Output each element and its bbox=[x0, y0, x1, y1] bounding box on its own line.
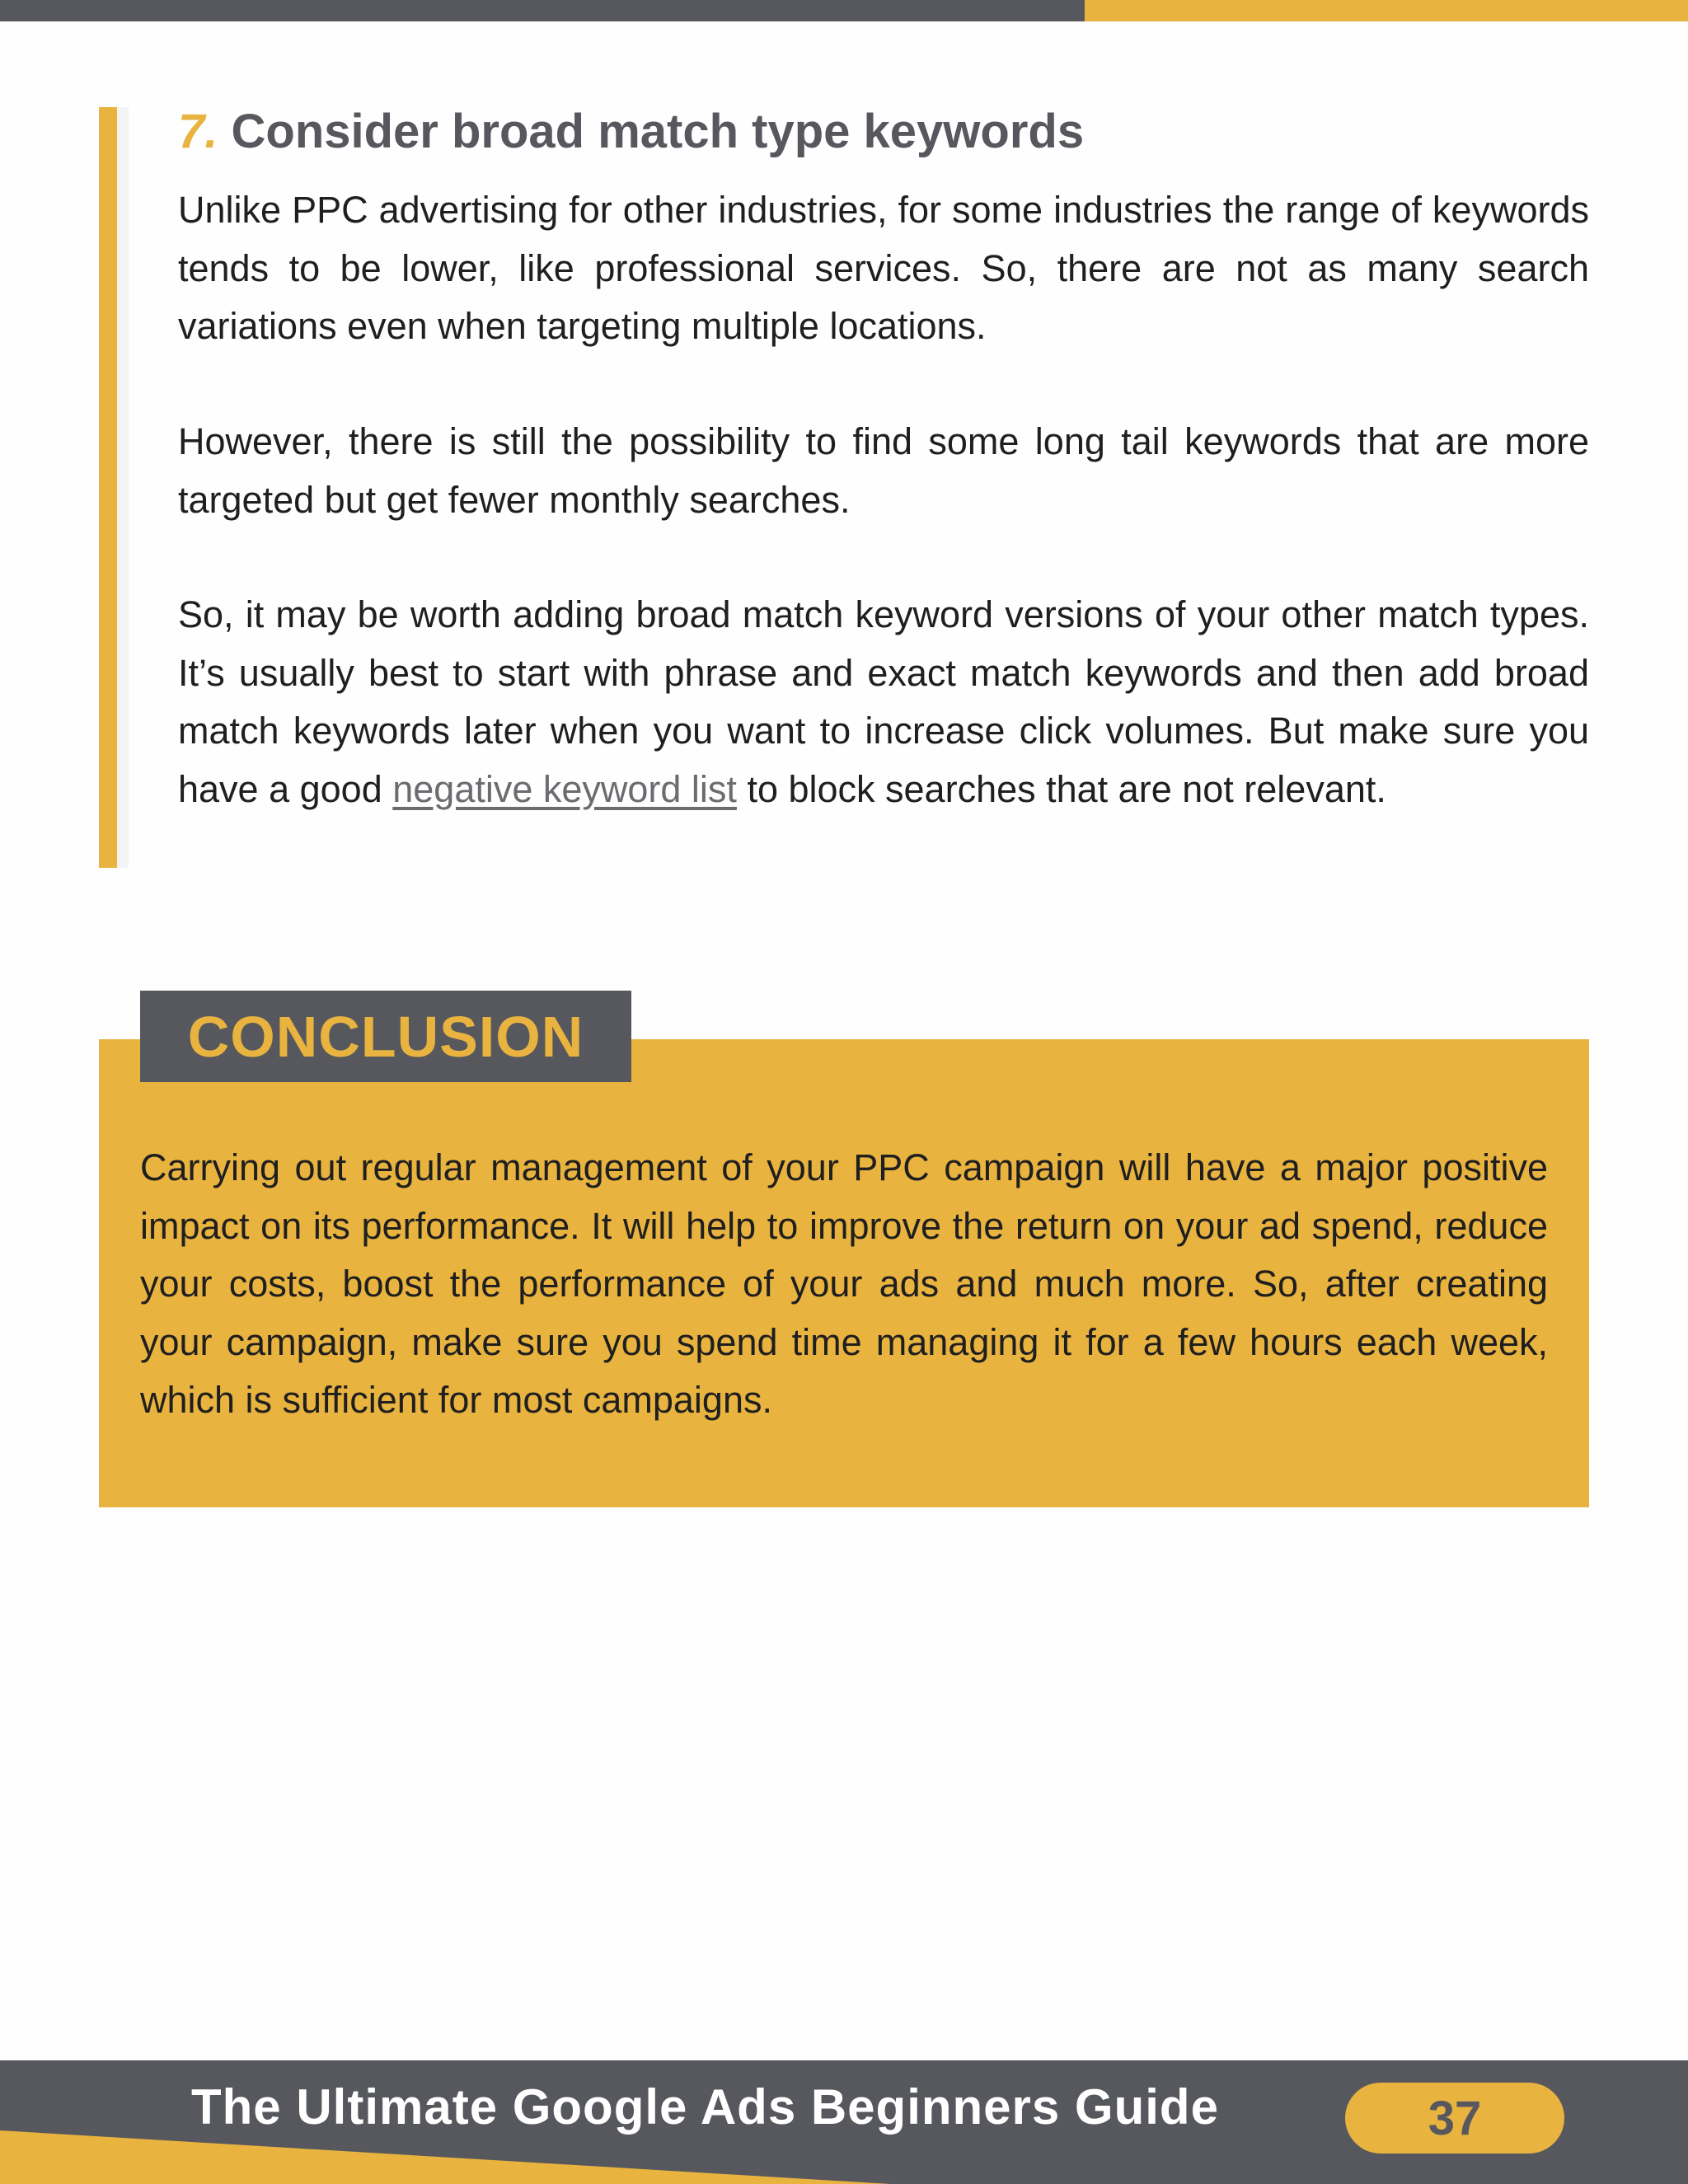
conclusion-text: Carrying out regular management of your PPC campaign will have a major positive impact on its performance. It will help to improve the return on your ad spend, reduce your costs, boost the performance of your ads and much more. So, after creating your campaign, make sure you spend time managing it for a few hours each week, which is sufficient for most campaigns. bbox=[140, 1146, 1548, 1421]
section-accent-bar bbox=[99, 107, 117, 868]
accent-bar-shadow bbox=[117, 107, 129, 868]
section-paragraph: However, there is still the possibility to find some long tail keywords that are more targeted but get fewer monthly searches. bbox=[178, 420, 1589, 521]
paragraph-text: to block searches that are not relevant. bbox=[736, 767, 1386, 810]
conclusion-heading: CONCLUSION bbox=[187, 1004, 584, 1069]
page-number: 37 bbox=[1428, 2091, 1482, 2145]
negative-keyword-list-link[interactable]: negative keyword list bbox=[392, 767, 737, 810]
section-title: Consider broad match type keywords bbox=[231, 105, 1085, 158]
section-paragraph: Unlike PPC advertising for other industries, for some industries the range of keywords tends to be lower, like professional services. So, there are not as many search variations even when targeting multiple locations. bbox=[178, 189, 1589, 347]
paragraph-text: So, it may be worth adding broad match keyword versions of your other match types. It’s usually best to start with phrase and exact match keywords and then add broad match keywords later when you want to increase click volumes. But make sure you have a good bbox=[178, 593, 1589, 810]
section-number: 7. bbox=[178, 105, 218, 158]
section-paragraph bbox=[178, 586, 1589, 818]
top-strip-dark bbox=[0, 0, 1085, 21]
page-number-badge bbox=[1345, 2083, 1564, 2154]
footer-title: The Ultimate Google Ads Beginners Guide bbox=[191, 2079, 1219, 2135]
conclusion-heading-tab bbox=[140, 991, 631, 1082]
section-heading bbox=[178, 99, 1596, 165]
top-strip-gold bbox=[1085, 0, 1688, 21]
